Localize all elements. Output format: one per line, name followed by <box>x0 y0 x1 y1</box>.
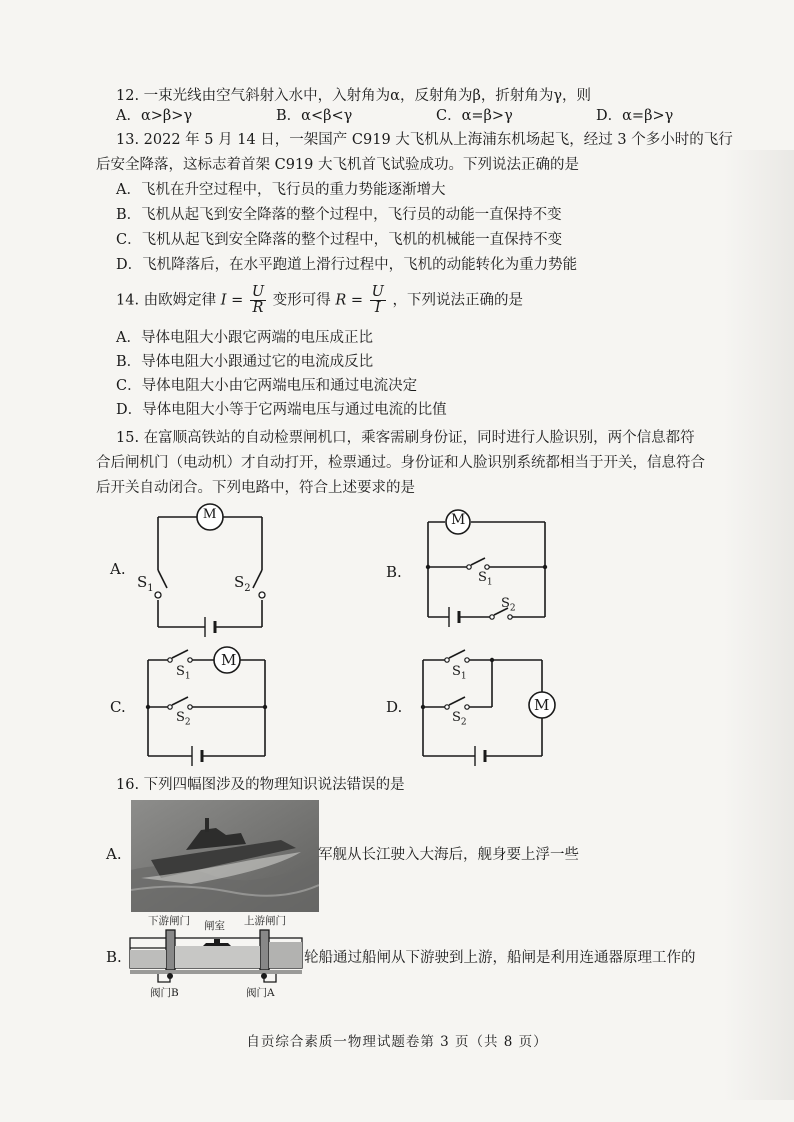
circuit-a-s2: $S_2$ <box>234 573 251 594</box>
circuit-d-label: D. <box>386 698 403 716</box>
scan-edge-shadow <box>724 150 794 1100</box>
q14-formula2-num: U <box>371 284 384 300</box>
q14-option-d: D．导体电阻大小等于它两端电压与通过电流的比值 <box>116 402 447 418</box>
warship-photo <box>131 800 319 912</box>
q16-stem: 16. 下列四幅图涉及的物理知识说法错误的是 <box>116 777 405 793</box>
circuit-c-motor: M <box>221 651 237 669</box>
circuit-c-s1: $S_1$ <box>176 664 191 682</box>
circuit-a-label: A. <box>110 560 126 578</box>
q12-option-c: C．α=β>γ <box>436 108 513 124</box>
circuit-d-s1: $S_1$ <box>452 664 467 682</box>
circuit-b-label: B. <box>386 563 402 581</box>
q15-stem-line1: 15. 在富顺高铁站的自动检票闸机口，乘客需刷身份证，同时进行人脸识别，两个信息都符 <box>116 430 695 446</box>
q14-formula2-den: I <box>374 300 381 316</box>
lock-label-valve-b: 阀门B <box>150 987 179 999</box>
q14-option-a: A．导体电阻大小跟它两端的电压成正比 <box>116 330 373 346</box>
q16-a-label: A. <box>106 845 122 863</box>
q14-formula1-fraction <box>250 285 266 316</box>
lock-label-down-gate: 下游闸门 <box>148 915 190 927</box>
circuit-a-s1: $S_1$ <box>137 573 154 594</box>
circuit-c-label: C. <box>110 698 126 716</box>
q12-options <box>116 104 756 125</box>
q12-stem: 12. 一束光线由空气斜射入水中，入射角为α，反射角为β，折射角为γ，则 <box>116 88 592 104</box>
lock-label-chamber: 闸室 <box>204 920 225 932</box>
page-footer: 自贡综合素质一物理试题卷第 3 页（共 8 页） <box>246 1034 548 1050</box>
q12-option-a: A．α>β>γ <box>116 108 193 124</box>
q16-a-text: 军舰从长江驶入大海后，舰身要上浮一些 <box>318 847 579 863</box>
q14-formula2-lhs: R = <box>335 292 364 309</box>
circuit-d-motor: M <box>534 696 550 714</box>
q16-b-text: 轮船通过船闸从下游驶到上游，船闸是利用连通器原理工作的 <box>304 950 696 966</box>
q16-b-label: B. <box>106 948 122 966</box>
q13-option-d: D．飞机降落后，在水平跑道上滑行过程中，飞机的动能转化为重力势能 <box>116 257 578 273</box>
q12-option-b: B．α<β<γ <box>276 108 353 124</box>
lock-label-up-gate: 上游闸门 <box>244 915 286 927</box>
circuit-c-diagram <box>130 640 280 770</box>
q13-option-a: A．飞机在升空过程中，飞行员的重力势能逐渐增大 <box>116 182 446 198</box>
q14-option-c: C．导体电阻大小由它两端电压和通过电流决定 <box>116 378 418 394</box>
q13-option-b: B．飞机从起飞到安全降落的整个过程中，飞行员的动能一直保持不变 <box>116 207 562 223</box>
q15-stem-line2: 合后闸机门（电动机）才自动打开，检票通过。身份证和人脸识别系统都相当于开关，信息符合 <box>96 455 705 471</box>
circuit-a-diagram <box>125 500 275 640</box>
circuit-b-s1: $S_1$ <box>478 570 493 588</box>
q13-stem-line2: 后安全降落，这标志着首架 C919 大飞机首飞试验成功。下列说法正确的是 <box>96 157 579 173</box>
circuit-c-s2: $S_2$ <box>176 710 191 728</box>
circuit-b-motor: M <box>451 512 466 528</box>
circuit-d-s2: $S_2$ <box>452 710 467 728</box>
q14-stem-prefix: 14. 由欧姆定律 <box>116 292 217 309</box>
q13-option-c: C．飞机从起飞到安全降落的整个过程中，飞机的机械能一直保持不变 <box>116 232 563 248</box>
q15-stem-line3: 后开关自动闭合。下列电路中，符合上述要求的是 <box>96 480 415 496</box>
circuit-b-s2: $S_2$ <box>501 596 516 614</box>
q14-formula1-lhs: I = <box>220 292 244 309</box>
lock-label-valve-a: 阀门A <box>246 987 275 999</box>
circuit-a-motor: M <box>203 506 217 522</box>
q14-stem-suffix: ，下列说法正确的是 <box>392 292 523 309</box>
q13-stem-line1: 13. 2022 年 5 月 14 日，一架国产 C919 大飞机从上海浦东机场起飞，经过 3 个多小时的飞行 <box>116 132 733 148</box>
q14-option-b: B．导体电阻大小跟通过它的电流成反比 <box>116 354 374 370</box>
q14-formula1-num: U <box>251 284 265 300</box>
q14-formula1-den: R <box>252 300 264 316</box>
q14-stem <box>116 285 523 316</box>
q12-option-d: D．α=β>γ <box>596 108 674 124</box>
q14-stem-mid: 变形可得 <box>272 292 331 309</box>
q14-formula2-fraction <box>370 285 386 316</box>
